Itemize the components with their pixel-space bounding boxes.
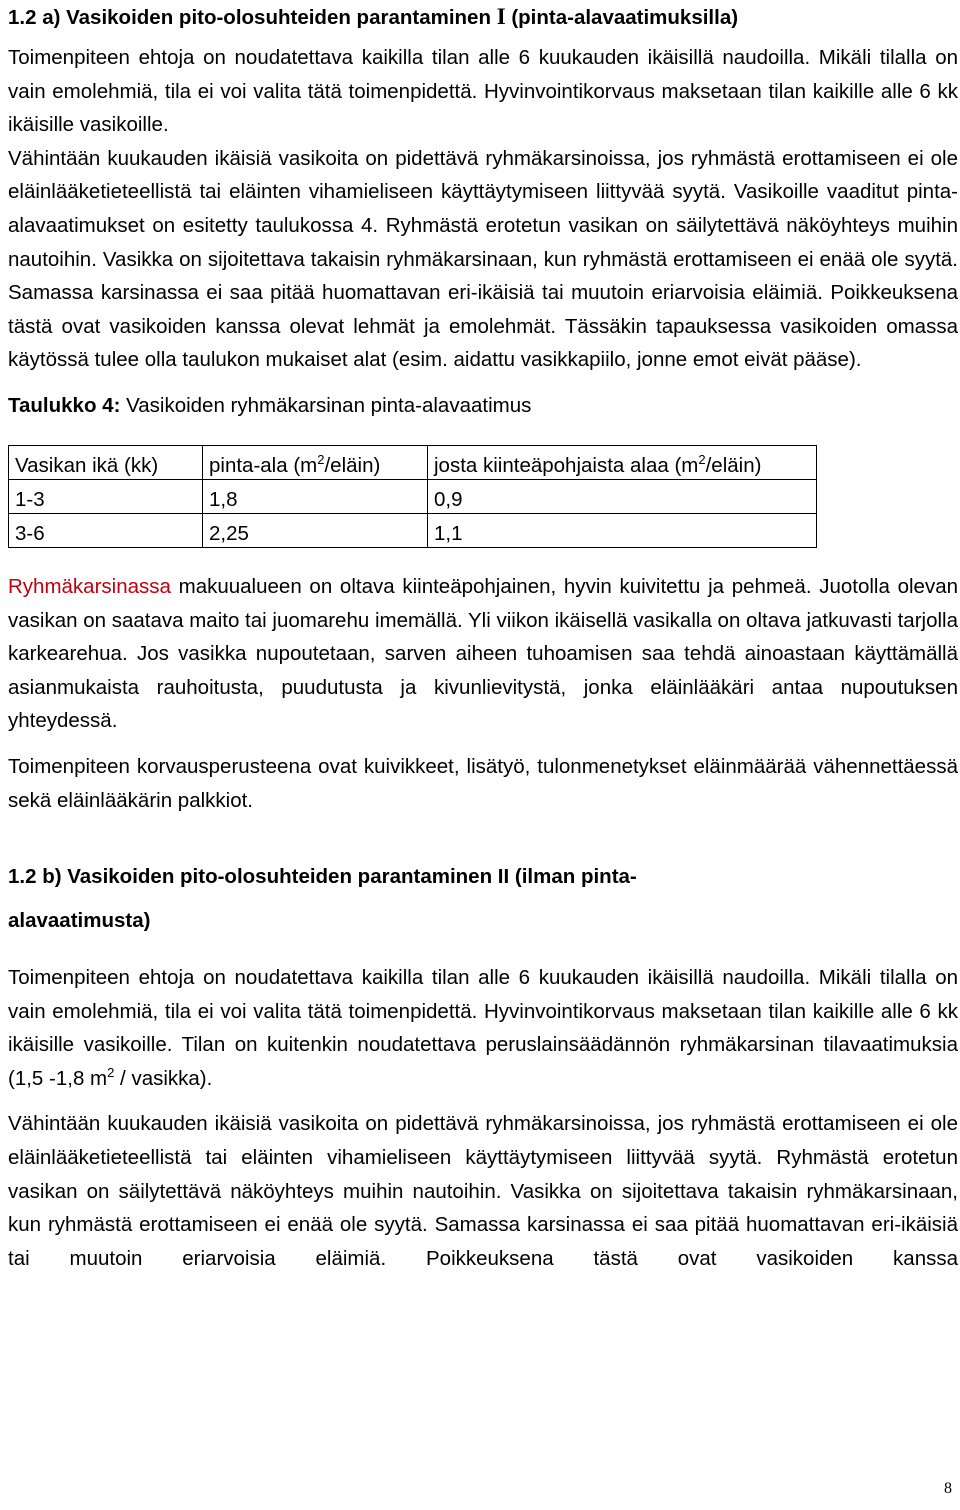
section-a-paragraph-3 — [8, 570, 958, 738]
table-cell: 1-3 — [9, 479, 203, 513]
section-a-heading — [8, 0, 958, 35]
table-cell: 3-6 — [9, 513, 203, 547]
table-cell: 1,1 — [428, 513, 817, 547]
table-caption — [8, 389, 958, 423]
table-header-cell: Vasikan ikä (kk) — [9, 445, 203, 479]
heading-b-line-2: alavaatimusta) — [8, 909, 151, 933]
section-b-heading — [8, 855, 958, 943]
section-a-paragraph-2: Vähintään kuukauden ikäisiä vasikoita on pidettävä ryhmäkarsinoissa, jos ryhmästä erottamiseen ei ole eläinlääketieteellistä tai eläinten vihamieliseen käyttäytymiseen liittyvää syytä. Vasikoille vaaditut pinta-alavaatimukset on esitetty taulukossa 4. Ryhmästä erotetun vasikan on säilytettävä näköyhteys muihin nautoihin. Vasikka on sijoitettava takaisin ryhmäkarsinaan, kun ryhmästä erottamiseen ei enää ole syytä. Samassa karsinassa ei saa pitää huomattavan eri-ikäisiä tai muutoin eriarvoisia eläimiä. Poikkeuksena tästä ovat vasikoiden kanssa olevat lehmät ja emolehmät. Tässäkin tapauksessa vasikoiden omassa käytössä tulee olla taulukon mukaiset alat (esim. aidattu vasikkapiilo, jonne emot eivät pääse). — [8, 146, 958, 372]
area-requirements-table — [8, 445, 817, 548]
heading-b-line-1: 1.2 b) Vasikoiden pito-olosuhteiden parantaminen II (ilman pinta- — [8, 865, 637, 889]
heading-a-post: (pinta-alavaatimuksilla) — [505, 6, 739, 29]
section-b-paragraph-1 — [8, 961, 958, 1095]
section-b-paragraph-1-end: / vasikka). — [114, 1066, 213, 1090]
table-caption-label: Taulukko 4: — [8, 393, 121, 417]
table-row — [9, 513, 817, 547]
section-b-paragraph-1-text: Toimenpiteen ehtoja on noudatettava kaikilla tilan alle 6 kuukauden ikäisillä naudoilla. Mikäli tilalla on vain emolehmiä, tila ei voi valita tätä toimenpidettä. Hyvinvointikorvaus maksetaan tilan kaikille alle 6 kk ikäisille vasikoille. Tilan on kuitenkin noudatettava peruslainsäädännön ryhmäkarsinan tilavaatimuksia (1,5 -1,8 m — [8, 966, 958, 1090]
table-cell: 0,9 — [428, 479, 817, 513]
pen-term-link[interactable]: Ryhmäkarsinassa — [8, 574, 171, 598]
page-number: 8 — [944, 1480, 952, 1497]
table-header-cell: pinta-ala $(m^2/eläin)$ — [203, 445, 428, 479]
section-a-paragraph-1: Toimenpiteen ehtoja on noudatettava kaikilla tilan alle 6 kuukauden ikäisillä naudoilla. Mikäli tilalla on vain emolehmiä, tila ei voi valita tätä toimenpidettä. Hyvinvointikorvaus maksetaan tilan kaikille alle 6 kk ikäisille vasikoille. — [8, 46, 958, 137]
table-row — [9, 479, 817, 513]
document-page — [8, 0, 958, 1275]
heading-a-roman: I — [496, 4, 506, 29]
table-header-cell: josta kiinteäpohjaista alaa $(m^2/eläin)$ — [428, 445, 817, 479]
section-a-paragraph-4: Toimenpiteen korvausperusteena ovat kuivikkeet, lisätyö, tulonmenetykset eläinmäärää vähennettäessä sekä eläinlääkärin palkkiot. — [8, 754, 958, 812]
table-header-row — [9, 445, 817, 479]
heading-a-pre: 1.2 a) Vasikoiden pito-olosuhteiden parantaminen — [8, 6, 497, 29]
table-cell: 2,25 — [203, 513, 428, 547]
section-b-paragraph-2: Vähintään kuukauden ikäisiä vasikoita on pidettävä ryhmäkarsinoissa, jos ryhmästä erottamiseen ei ole eläinlääketieteellistä tai eläinten vihamieliseen käyttäytymiseen liittyvää syytä. Ryhmästä erotetun vasikan on säilytettävä näköyhteys muihin nautoihin. Vasikka on sijoitettava takaisin ryhmäkarsinaan, kun ryhmästä erottamiseen ei enää ole syytä. Samassa karsinassa ei saa pitää huomattavan eri-ikäisiä tai muutoin eriarvoisia eläimiä. Poikkeuksena tästä ovat vasikoiden kanssa — [8, 1112, 958, 1270]
table-caption-text: Vasikoiden ryhmäkarsinan pinta-alavaatimus — [120, 393, 532, 417]
superscript: 2 — [107, 1064, 115, 1080]
table-cell: 1,8 — [203, 479, 428, 513]
section-a-paragraph-3-text: makuualueen on oltava kiinteäpohjainen, hyvin kuivitettu ja pehmeä. Juotolla olevan vasikan on saatava maito tai juomarehu imemällä. Yli viikon ikäisellä vasikalla on oltava jatkuvasti tarjolla karkearehua. Jos vasikka nupoutetaan, sarven aiheen tuhoamisen saa tehdä ainoastaan käyttämällä asianmukaista rauhoitusta, puudutusta ja kivunlievitystä, jonka eläinlääkäri antaa nupoutuksen yhteydessä. — [8, 574, 958, 733]
